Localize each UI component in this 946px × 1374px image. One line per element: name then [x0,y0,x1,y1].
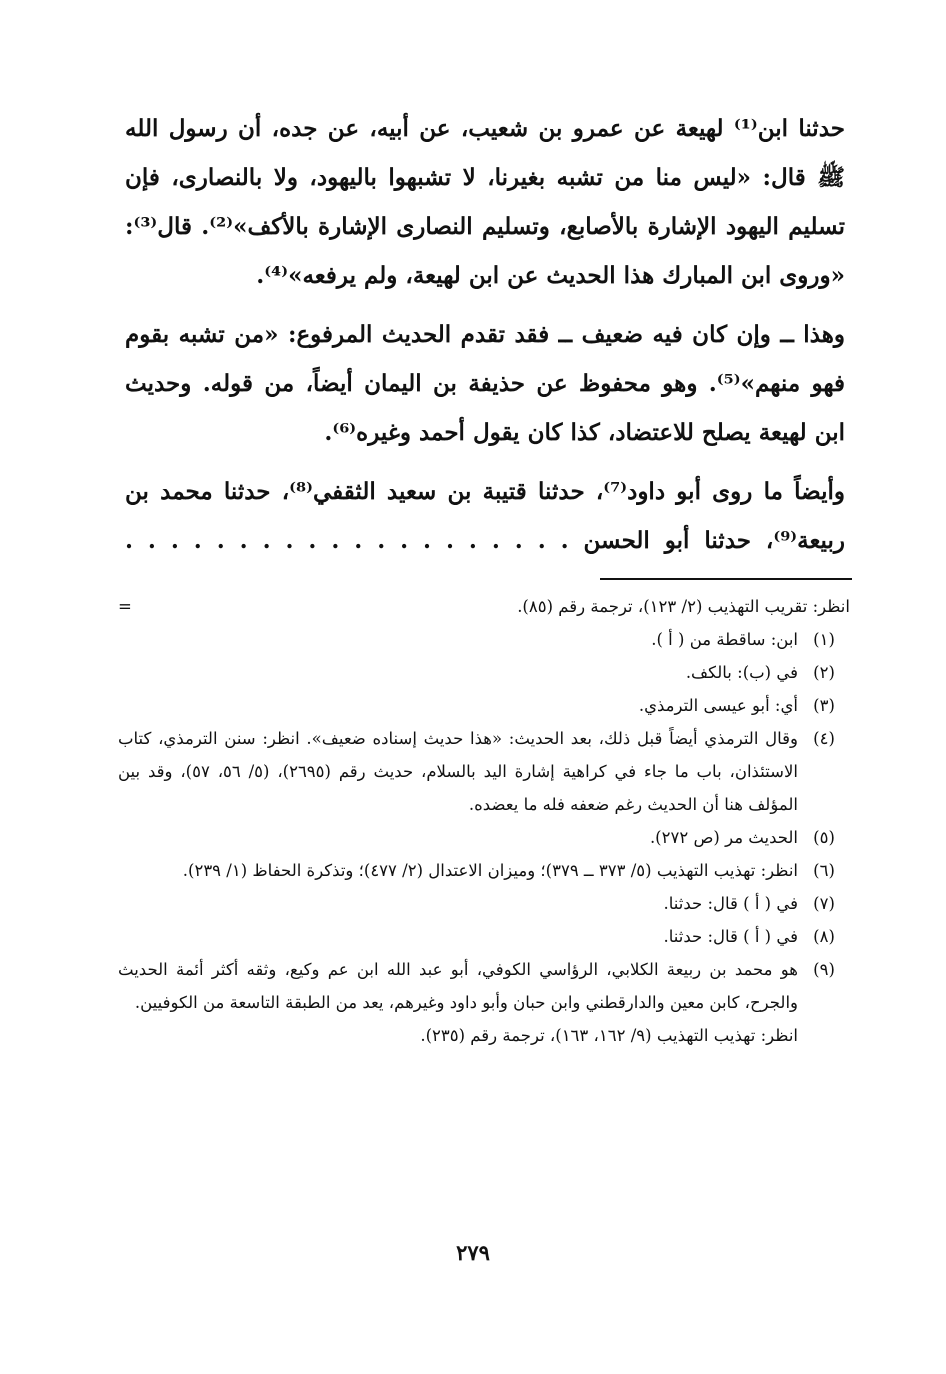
paragraph: وأيضاً ما روى أبو داود⁽⁷⁾، حدثنا قتيبة بن سعيد الثقفي⁽⁸⁾، حدثنا محمد بن ربيعة⁽⁹⁾، حدثنا أبو الحسن . . . . . . . . . . . . . . . . . . . . [125,478,845,554]
footnote-text: في ( أ ) قال: حدثنا. [663,894,798,913]
footnote-text: هو محمد بن ربيعة الكلابي، الرؤاسي الكوفي، أبو عبد الله ابن عم وكيع، وثقه أكثر أئمة الحديث والجرح، كابن معين والدارقطني وابن حبان وأبو داود وغيرهم، يعد من الطبقة التاسعة من الكوفيين. [118,960,798,1012]
footnote-text: وقال الترمذي أيضاً قبل ذلك، بعد الحديث: «هذا حديث إسناده ضعيف». انظر: سنن الترمذي، كتاب الاستئذان، باب ما جاء في كراهية إشارة اليد بالسلام، حديث رقم (٢٦٩٥)، (٥/ ٥٦، ٥٧)، وقد بين المؤلف هنا أن الحديث رغم ضعفه فله ما يعضده. [118,729,798,814]
footnotes [118,590,850,1052]
page-number: ٢٧٩ [456,1240,490,1265]
footnote [118,953,850,1019]
footnote [118,689,850,722]
footnote [118,854,850,887]
footnote-continuation-marker: = [118,597,132,616]
footnote-number: (٧) [813,894,835,913]
footnote [118,623,850,656]
footnote-number: (٩) [813,960,835,979]
footnote-number: (٥) [813,828,835,847]
footnote-number: (١) [813,630,835,649]
footnote [118,887,850,920]
footnote-reference-line [118,1019,850,1052]
footnote-number: (٤) [813,729,835,748]
main-text [125,104,845,565]
footnote-text: في (ب): بالكف. [685,663,798,682]
footnote-text: أي: أبو عيسى الترمذي. [638,696,798,715]
paragraph: حدثنا ابن⁽¹⁾ لهيعة عن عمرو بن شعيب، عن أبيه، عن جده، أن رسول الله ﷺ قال: «ليس منا من تشبه بغيرنا، لا تشبهوا باليهود، ولا بالنصارى، فإن تسليم اليهود الإشارة بالأصابع، وتسليم النصارى الإشارة بالأكف»⁽²⁾. قال⁽³⁾: «وروى ابن المبارك هذا الحديث عن ابن لهيعة، ولم يرفعه»⁽⁴⁾. [125,115,845,289]
footnote-text: انظر: تهذيب التهذيب (٥/ ٣٧٣ ــ ٣٧٩)؛ وميزان الاعتدال (٢/ ٤٧٧)؛ وتذكرة الحفاظ (١/ ٢٣٩). [182,861,798,880]
footnote-text: في ( أ ) قال: حدثنا. [663,927,798,946]
footnote-text: الحديث مر (ص ٢٧٢). [649,828,798,847]
footnote-continuation [118,590,850,623]
footnote-number: (٢) [813,663,835,682]
footnote [118,656,850,689]
footnote-text: انظر: تهذيب التهذيب (٩/ ١٦٢، ١٦٣)، ترجمة رقم (٢٣٥). [420,1026,798,1045]
footnote [118,920,850,953]
paragraph: وهذا ــ وإن كان فيه ضعيف ــ فقد تقدم الحديث المرفوع: «من تشبه بقوم فهو منهم»⁽⁵⁾. وهو محفوظ عن حذيفة بن اليمان أيضاً، من قوله. وحديث ابن لهيعة يصلح للاعتضاد، كذا كان يقول أحمد وغيره⁽⁶⁾. [125,321,846,446]
footnote-number: (٦) [813,861,835,880]
footnote-number: (٣) [813,696,835,715]
footnote-continuation-text: انظر: تقريب التهذيب (٢/ ١٢٣)، ترجمة رقم (٨٥). [517,597,850,616]
footnote [118,821,850,854]
footnote-text: ابن: ساقطة من ( أ ). [651,630,798,649]
footnote [118,722,850,821]
footnote-number: (٨) [813,927,835,946]
footnote-separator [600,578,852,580]
